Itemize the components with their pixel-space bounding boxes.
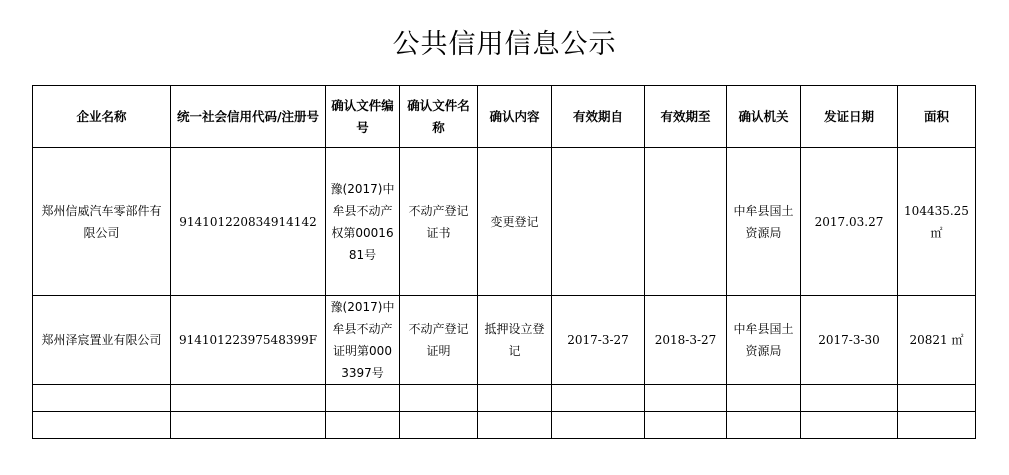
- header-valid-to: 有效期至: [645, 86, 727, 148]
- cell-issue-date: 2017-3-30: [801, 296, 898, 385]
- cell-doc-number: 豫(2017)中牟县不动产证明第0003397号: [326, 296, 400, 385]
- empty-cell: [552, 385, 645, 412]
- empty-cell: [645, 385, 727, 412]
- cell-area: 104435.25 ㎡: [898, 148, 976, 296]
- table-header-row: [33, 86, 976, 148]
- header-company-name: 企业名称: [33, 86, 171, 148]
- header-valid-from: 有效期自: [552, 86, 645, 148]
- empty-cell: [552, 412, 645, 439]
- cell-doc-name: 不动产登记证书: [400, 148, 478, 296]
- header-doc-number: 确认文件编号: [326, 86, 400, 148]
- empty-cell: [801, 412, 898, 439]
- table-row: [33, 296, 976, 385]
- cell-content: 抵押设立登记: [478, 296, 552, 385]
- credit-info-table: [32, 85, 976, 439]
- empty-cell: [898, 412, 976, 439]
- header-doc-name: 确认文件名称: [400, 86, 478, 148]
- empty-cell: [478, 412, 552, 439]
- cell-company-name: 郑州泽宸置业有限公司: [33, 296, 171, 385]
- empty-cell: [326, 412, 400, 439]
- cell-valid-from: 2017-3-27: [552, 296, 645, 385]
- cell-valid-from: [552, 148, 645, 296]
- cell-authority: 中牟县国土资源局: [727, 148, 801, 296]
- table-row: [33, 148, 976, 296]
- empty-cell: [33, 385, 171, 412]
- empty-cell: [171, 385, 326, 412]
- empty-cell: [326, 385, 400, 412]
- cell-doc-number: 豫(2017)中牟县不动产权第0001681号: [326, 148, 400, 296]
- header-content: 确认内容: [478, 86, 552, 148]
- empty-table-row: [33, 385, 976, 412]
- empty-cell: [801, 385, 898, 412]
- cell-valid-to: 2018-3-27: [645, 296, 727, 385]
- header-authority: 确认机关: [727, 86, 801, 148]
- cell-issue-date: 2017.03.27: [801, 148, 898, 296]
- cell-credit-code: 914101220834914142: [171, 148, 326, 296]
- empty-cell: [727, 412, 801, 439]
- header-area: 面积: [898, 86, 976, 148]
- empty-cell: [645, 412, 727, 439]
- empty-cell: [33, 412, 171, 439]
- empty-cell: [727, 385, 801, 412]
- empty-cell: [400, 385, 478, 412]
- cell-content: 变更登记: [478, 148, 552, 296]
- cell-company-name: 郑州信威汽车零部件有限公司: [33, 148, 171, 296]
- empty-cell: [400, 412, 478, 439]
- cell-doc-name: 不动产登记证明: [400, 296, 478, 385]
- cell-valid-to: [645, 148, 727, 296]
- cell-authority: 中牟县国土资源局: [727, 296, 801, 385]
- empty-cell: [478, 385, 552, 412]
- header-credit-code: 统一社会信用代码/注册号: [171, 86, 326, 148]
- empty-cell: [898, 385, 976, 412]
- cell-area: 20821 ㎡: [898, 296, 976, 385]
- page-title: 公共信用信息公示: [392, 29, 617, 60]
- header-issue-date: 发证日期: [801, 86, 898, 148]
- cell-credit-code: 91410122397548399F: [171, 296, 326, 385]
- empty-table-row: [33, 412, 976, 439]
- empty-cell: [171, 412, 326, 439]
